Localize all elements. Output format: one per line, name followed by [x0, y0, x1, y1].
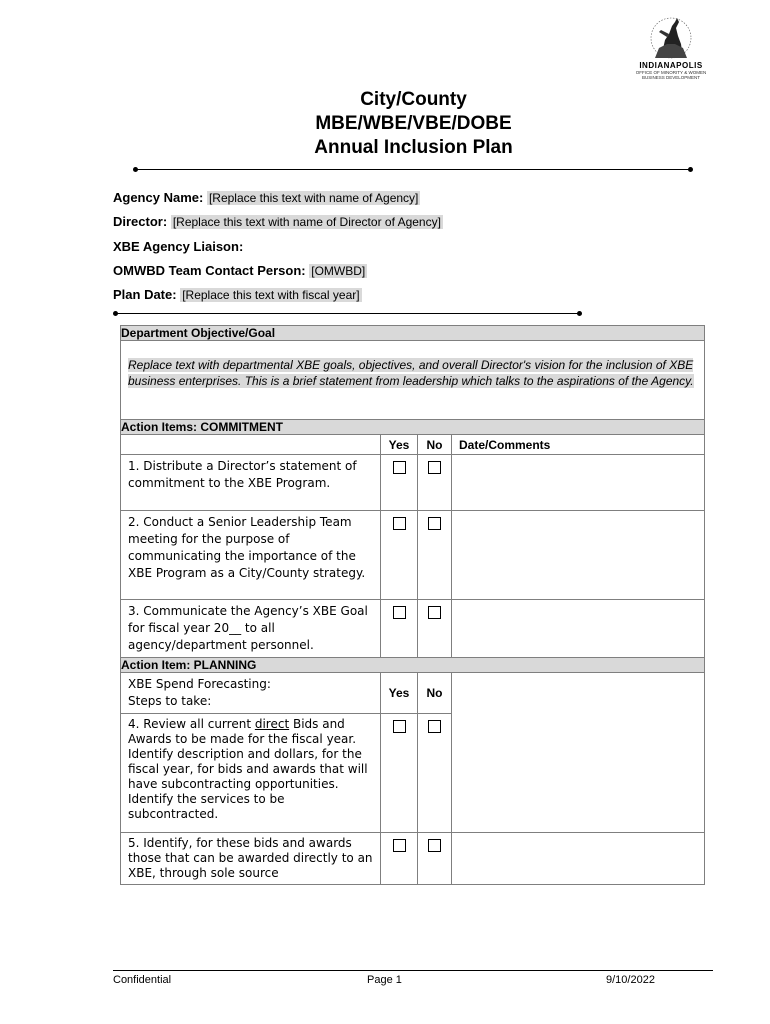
footer-page-number: Page 1: [367, 974, 402, 986]
item-2-no-cell: [418, 511, 452, 600]
footer-confidential: Confidential: [113, 974, 172, 986]
logo-title: INDIANAPOLIS: [639, 61, 703, 70]
table-row: [121, 511, 705, 600]
table-row: [121, 833, 705, 885]
contact-person-value[interactable]: [OMWBD]: [311, 264, 366, 278]
item-2-yes-cell: [381, 511, 418, 600]
agency-name-value[interactable]: [Replace this text with name of Agency]: [208, 191, 419, 205]
objective-text-cell[interactable]: [121, 341, 705, 420]
item-3-yes-checkbox[interactable]: [393, 606, 406, 619]
commitment-header: Action Items: COMMITMENT: [121, 420, 705, 435]
item-4-yes-checkbox[interactable]: [393, 720, 406, 733]
liaison-label: XBE Agency Liaison:: [113, 239, 244, 254]
title-divider: [135, 169, 691, 170]
item-4-no-checkbox[interactable]: [428, 720, 441, 733]
item-3-no-cell: [418, 600, 452, 658]
table-row: [121, 714, 705, 833]
no-column-header: No: [418, 435, 452, 455]
forecast-row: [121, 673, 705, 714]
inclusion-plan-table: [120, 325, 705, 885]
item-5-no-checkbox[interactable]: [428, 839, 441, 852]
item-1-no-checkbox[interactable]: [428, 461, 441, 474]
item-4-comments[interactable]: [452, 714, 705, 833]
planning-no-header: No: [418, 673, 452, 714]
objective-header: Department Objective/Goal: [121, 326, 705, 341]
blank-header-cell: [121, 435, 381, 455]
title-line-2: MBE/WBE/VBE/DOBE: [315, 113, 512, 134]
item-1-text: 1. Distribute a Director’s statement of commitment to the XBE Program.: [121, 455, 381, 511]
planning-blank-cell: [452, 673, 705, 714]
item-4-yes-cell: [381, 714, 418, 833]
table-row: [121, 455, 705, 511]
item-5-text: 5. Identify, for these bids and awards those that can be awarded directly to an XBE, through sole source: [121, 833, 381, 885]
item-5-yes-cell: [381, 833, 418, 885]
liaison-field: [113, 239, 243, 255]
forecast-cell: [121, 673, 381, 714]
item-3-comments[interactable]: [452, 600, 705, 658]
director-field: [113, 214, 443, 230]
footer-date: 9/10/2022: [606, 974, 655, 986]
item-2-text: 2. Conduct a Senior Leadership Team meeting for the purpose of communicating the importance of the XBE Program as a City/County strategy.: [121, 511, 381, 600]
contact-person-field: [113, 263, 367, 279]
item-4-no-cell: [418, 714, 452, 833]
planning-header: Action Item: PLANNING: [121, 658, 705, 673]
table-row: [121, 600, 705, 658]
footer-divider: [113, 970, 713, 971]
planning-header-row: [121, 658, 705, 673]
item-1-comments[interactable]: [452, 455, 705, 511]
director-label: Director:: [113, 214, 168, 229]
document-title: [0, 88, 770, 160]
item-3-yes-cell: [381, 600, 418, 658]
item-5-no-cell: [418, 833, 452, 885]
item-1-no-cell: [418, 455, 452, 511]
item-5-comments[interactable]: [452, 833, 705, 885]
item-2-no-checkbox[interactable]: [428, 517, 441, 530]
item-3-text: 3. Communicate the Agency’s XBE Goal for fiscal year 20__ to all agency/department personnel.: [121, 600, 381, 658]
plan-date-value[interactable]: [Replace this text with fiscal year]: [182, 288, 360, 302]
forecast-title: XBE Spend Forecasting:: [128, 677, 271, 691]
yes-column-header: Yes: [381, 435, 418, 455]
objective-header-row: [121, 326, 705, 341]
item-4-text: [121, 714, 381, 833]
director-value[interactable]: [Replace this text with name of Director of Agency]: [172, 215, 441, 229]
item-2-comments[interactable]: [452, 511, 705, 600]
objective-row: [121, 341, 705, 420]
item-3-no-checkbox[interactable]: [428, 606, 441, 619]
logo-subtitle-2: BUSINESS DEVELOPMENT: [641, 75, 700, 80]
commitment-header-row: [121, 420, 705, 435]
objective-text[interactable]: Replace text with departmental XBE goals, objectives, and overall Director's vision for the inclusion of XBE business enterprises. This is a brief statement from leadership which talks to the aspirations of the Agency.: [128, 358, 694, 388]
date-comments-column-header: Date/Comments: [452, 435, 705, 455]
agency-name-label: Agency Name:: [113, 190, 204, 205]
item-4-pre: 4. Review all current: [128, 717, 255, 731]
planning-yes-header: Yes: [381, 673, 418, 714]
item-1-yes-cell: [381, 455, 418, 511]
indianapolis-logo: [628, 14, 714, 90]
plan-date-field: [113, 287, 362, 303]
title-line-1: City/County: [360, 89, 467, 110]
forecast-steps: Steps to take:: [128, 694, 212, 708]
logo-subtitle: OFFICE OF MINORITY & WOMEN: [635, 70, 707, 75]
column-header-row: [121, 435, 705, 455]
contact-person-label: OMWBD Team Contact Person:: [113, 263, 306, 278]
title-line-3: Annual Inclusion Plan: [314, 137, 513, 158]
plan-date-label: Plan Date:: [113, 287, 177, 302]
item-4-underline: direct: [254, 717, 290, 731]
item-1-yes-checkbox[interactable]: [393, 461, 406, 474]
fields-divider: [115, 313, 580, 314]
agency-name-field: [113, 190, 420, 206]
item-2-yes-checkbox[interactable]: [393, 517, 406, 530]
monument-icon: [631, 14, 711, 60]
item-4-post: Bids and Awards to be made for the fiscal year. Identify description and dollars, for the fiscal year, for bids and awards that will have subcontracting opportunities. Identify the services to be subcontracted.: [128, 717, 368, 821]
item-5-yes-checkbox[interactable]: [393, 839, 406, 852]
